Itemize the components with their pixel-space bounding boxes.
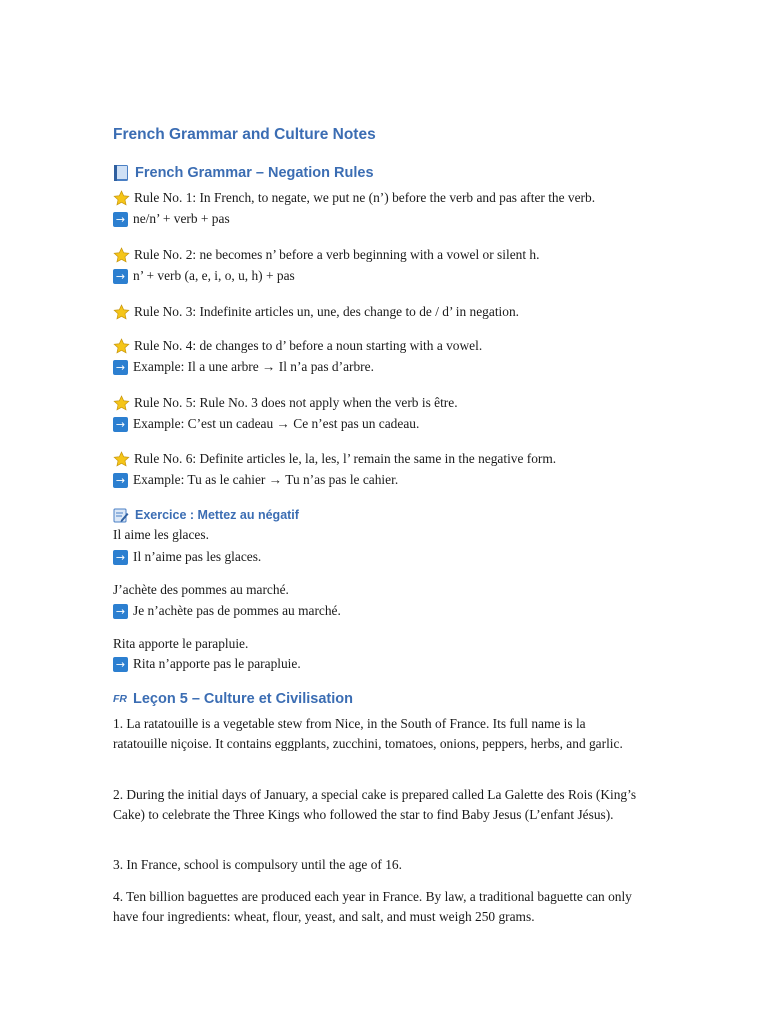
rule-note-text: Example: Il a une arbre → Il n’a pas d’arbre. xyxy=(133,359,374,374)
exercise-sentence-text: Il aime les glaces. xyxy=(113,527,209,542)
rule-text: Rule No. 1: In French, to negate, we put ne (n’) before the verb and pas after the verb. xyxy=(134,190,596,205)
exercise-answer-3 xyxy=(113,655,301,673)
exercise-sentence-text: Rita apporte le parapluie. xyxy=(113,636,249,651)
rule-text: Rule No. 5: Rule No. 3 does not apply when the verb is être. xyxy=(134,395,458,410)
exercise-answer-text: Il n’aime pas les glaces. xyxy=(133,549,262,564)
arrow-right-icon: → xyxy=(113,657,128,672)
arrow-right-icon: → xyxy=(113,212,128,227)
culture-paragraph-2: 2. During the initial days of January, a special cake is prepared called La Galette des Rois (King’s Cake) to celebrate the Three Kings who followed the star to find Baby Jesus (L’enfant Jésus). xyxy=(113,787,637,822)
arrow-right-icon: → xyxy=(113,550,128,565)
rule-2 xyxy=(113,246,539,264)
document-title: French Grammar and Culture Notes xyxy=(113,126,376,143)
grammar-heading-text: French Grammar – Negation Rules xyxy=(135,165,374,181)
arrow-right-icon: → xyxy=(113,604,128,619)
rule-1-note xyxy=(113,210,230,228)
rule-6 xyxy=(113,450,556,468)
rule-text: Rule No. 6: Definite articles le, la, les, l’ remain the same in the negative form. xyxy=(134,451,557,466)
star-icon xyxy=(113,338,130,355)
exercise-answer-2 xyxy=(113,602,341,620)
arrow-right-icon: → xyxy=(113,360,128,375)
star-icon xyxy=(113,247,130,264)
fr-flag-icon: FR xyxy=(113,693,127,705)
culture-paragraph-3: 3. In France, school is compulsory until the age of 16. xyxy=(113,857,402,872)
rule-text: Rule No. 3: Indefinite articles un, une, des change to de / d’ in negation. xyxy=(134,304,519,319)
rule-4-note xyxy=(113,358,374,376)
exercise-heading xyxy=(113,507,299,523)
exercise-sentence-2 xyxy=(113,581,289,599)
star-icon xyxy=(113,395,130,412)
star-icon xyxy=(113,451,130,468)
star-icon xyxy=(113,190,130,207)
grammar-heading xyxy=(113,164,374,182)
rule-1 xyxy=(113,189,595,207)
culture-heading xyxy=(113,691,353,707)
rule-note-text: n’ + verb (a, e, i, o, u, h) + pas xyxy=(133,268,295,283)
culture-paragraph-1: 1. La ratatouille is a vegetable stew from Nice, in the South of France. Its full name is la ratatouille niçoise. It contains eggplants, zucchini, tomatoes, onions, peppers, herbs, and garlic. xyxy=(113,716,623,751)
arrow-right-icon: → xyxy=(113,473,128,488)
rule-5 xyxy=(113,394,458,412)
exercise-answer-text: Je n’achète pas de pommes au marché. xyxy=(133,603,341,618)
exercise-sentence-text: J’achète des pommes au marché. xyxy=(113,582,289,597)
rule-note-text: ne/n’ + verb + pas xyxy=(133,211,230,226)
culture-paragraph-4: 4. Ten billion baguettes are produced each year in France. By law, a traditional baguette can only have four ingredients: wheat, flour, yeast, and salt, and must weigh 250 grams. xyxy=(113,889,632,924)
rule-2-note xyxy=(113,267,295,285)
exercise-heading-text: Exercice : Mettez au négatif xyxy=(135,508,299,522)
rule-4 xyxy=(113,337,482,355)
rule-6-note xyxy=(113,471,398,489)
rule-note-text: Example: Tu as le cahier → Tu n’as pas le cahier. xyxy=(133,472,399,487)
exercise-answer-1 xyxy=(113,548,261,566)
exercise-sentence-1 xyxy=(113,526,209,544)
arrow-right-icon: → xyxy=(113,417,128,432)
rule-text: Rule No. 2: ne becomes n’ before a verb beginning with a vowel or silent h. xyxy=(134,247,540,262)
rule-3 xyxy=(113,303,519,321)
rule-5-note xyxy=(113,415,419,433)
exercise-answer-text: Rita n’apporte pas le parapluie. xyxy=(133,656,301,671)
culture-heading-text: Leçon 5 – Culture et Civilisation xyxy=(133,691,353,707)
star-icon xyxy=(113,304,130,321)
rule-note-text: Example: C’est un cadeau → Ce n’est pas un cadeau. xyxy=(133,416,420,431)
arrow-right-icon: → xyxy=(113,269,128,284)
rule-text: Rule No. 4: de changes to d’ before a noun starting with a vowel. xyxy=(134,338,483,353)
exercise-sentence-3 xyxy=(113,635,248,653)
book-icon xyxy=(113,164,129,182)
pencil-icon xyxy=(113,507,129,523)
